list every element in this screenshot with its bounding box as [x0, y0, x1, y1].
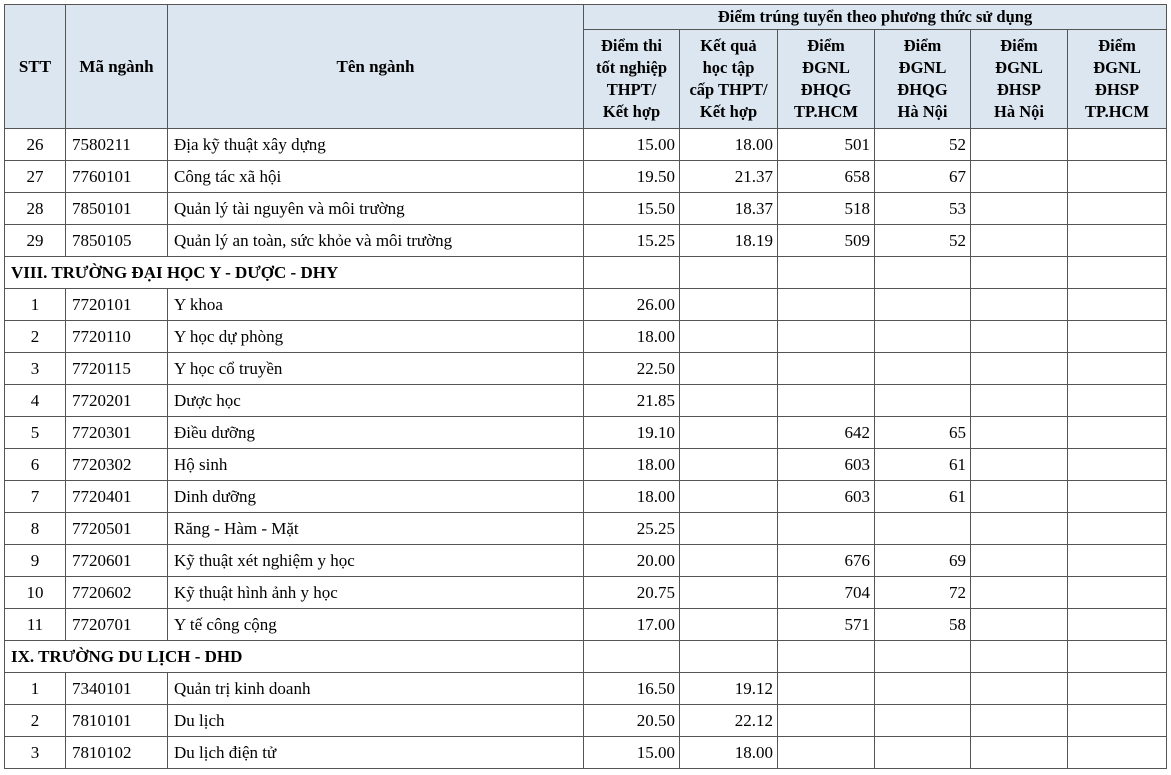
table-row	[5, 737, 1167, 769]
cell-score-method-1: 25.25	[584, 513, 680, 545]
cell-score-method-4	[875, 321, 971, 353]
cell-score-method-4	[875, 705, 971, 737]
cell-code: 7810102	[66, 737, 168, 769]
cell-stt: 9	[5, 545, 66, 577]
col-header-stt: STT	[5, 5, 66, 129]
cell-score-method-6	[1068, 161, 1167, 193]
cell-stt: 28	[5, 193, 66, 225]
empty-cell	[875, 257, 971, 289]
cell-score-method-3: 509	[778, 225, 875, 257]
cell-score-method-2	[680, 417, 778, 449]
col-header-method-line: ĐGNL	[995, 58, 1043, 77]
cell-code: 7850101	[66, 193, 168, 225]
cell-score-method-1: 15.25	[584, 225, 680, 257]
cell-stt: 26	[5, 129, 66, 161]
cell-score-method-5	[971, 545, 1068, 577]
empty-cell	[875, 641, 971, 673]
cell-score-method-1: 17.00	[584, 609, 680, 641]
table-row	[5, 161, 1167, 193]
cell-name: Y tế công cộng	[168, 609, 584, 641]
cell-score-method-3: 518	[778, 193, 875, 225]
cell-score-method-2	[680, 321, 778, 353]
cell-score-method-2	[680, 481, 778, 513]
col-header-method-3	[778, 30, 875, 129]
table-row	[5, 513, 1167, 545]
cell-code: 7720302	[66, 449, 168, 481]
cell-score-method-3: 658	[778, 161, 875, 193]
cell-score-method-3	[778, 353, 875, 385]
cell-score-method-1: 18.00	[584, 321, 680, 353]
cell-score-method-3	[778, 289, 875, 321]
cell-score-method-3: 501	[778, 129, 875, 161]
cell-score-method-4	[875, 513, 971, 545]
cell-score-method-6	[1068, 481, 1167, 513]
empty-cell	[778, 641, 875, 673]
table-row	[5, 577, 1167, 609]
cell-score-method-1: 20.75	[584, 577, 680, 609]
cell-name: Kỹ thuật hình ảnh y học	[168, 577, 584, 609]
empty-cell	[584, 641, 680, 673]
cell-score-method-1: 16.50	[584, 673, 680, 705]
cell-name: Y học dự phòng	[168, 321, 584, 353]
table-row	[5, 225, 1167, 257]
cell-score-method-4: 58	[875, 609, 971, 641]
cell-score-method-1: 15.00	[584, 129, 680, 161]
cell-name: Điều dưỡng	[168, 417, 584, 449]
cell-score-method-5	[971, 161, 1068, 193]
cell-score-method-4: 52	[875, 225, 971, 257]
cell-score-method-5	[971, 609, 1068, 641]
cell-score-method-2	[680, 385, 778, 417]
cell-score-method-6	[1068, 417, 1167, 449]
cell-name: Y khoa	[168, 289, 584, 321]
section-title: IX. TRƯỜNG DU LỊCH - DHD	[5, 641, 584, 673]
cell-score-method-2: 18.19	[680, 225, 778, 257]
col-header-method-5	[971, 30, 1068, 129]
cell-score-method-4: 67	[875, 161, 971, 193]
col-header-method-line: Điểm	[807, 36, 845, 55]
col-header-method-line: cấp THPT/	[689, 80, 768, 99]
cell-code: 7720110	[66, 321, 168, 353]
cell-code: 7810101	[66, 705, 168, 737]
cell-score-method-5	[971, 129, 1068, 161]
cell-score-method-6	[1068, 449, 1167, 481]
col-header-method-line: ĐGNL	[802, 58, 850, 77]
cell-score-method-4: 53	[875, 193, 971, 225]
cell-stt: 5	[5, 417, 66, 449]
cell-score-method-6	[1068, 545, 1167, 577]
cell-score-method-6	[1068, 353, 1167, 385]
section-title: VIII. TRƯỜNG ĐẠI HỌC Y - DƯỢC - DHY	[5, 257, 584, 289]
table-row	[5, 385, 1167, 417]
cell-stt: 1	[5, 289, 66, 321]
cell-score-method-6	[1068, 289, 1167, 321]
cell-code: 7720501	[66, 513, 168, 545]
cell-score-method-4: 65	[875, 417, 971, 449]
cell-score-method-3	[778, 513, 875, 545]
cell-score-method-4	[875, 673, 971, 705]
cell-score-method-5	[971, 193, 1068, 225]
cell-score-method-6	[1068, 737, 1167, 769]
cell-stt: 29	[5, 225, 66, 257]
empty-cell	[680, 641, 778, 673]
cell-score-method-4	[875, 737, 971, 769]
col-header-method-4	[875, 30, 971, 129]
cell-score-method-5	[971, 353, 1068, 385]
cell-score-method-1: 26.00	[584, 289, 680, 321]
cell-score-method-3: 642	[778, 417, 875, 449]
empty-cell	[971, 641, 1068, 673]
cell-stt: 4	[5, 385, 66, 417]
cell-score-method-3: 603	[778, 481, 875, 513]
table-row	[5, 417, 1167, 449]
cell-score-method-2	[680, 289, 778, 321]
col-header-method-line: Điểm	[1000, 36, 1038, 55]
cell-score-method-4	[875, 385, 971, 417]
empty-cell	[584, 257, 680, 289]
cell-score-method-6	[1068, 225, 1167, 257]
cell-code: 7340101	[66, 673, 168, 705]
col-header-code: Mã ngành	[66, 5, 168, 129]
cell-score-method-5	[971, 513, 1068, 545]
cell-score-method-6	[1068, 129, 1167, 161]
cell-code: 7720401	[66, 481, 168, 513]
table-row	[5, 449, 1167, 481]
table-row	[5, 545, 1167, 577]
empty-cell	[680, 257, 778, 289]
table-row	[5, 353, 1167, 385]
cell-score-method-4	[875, 289, 971, 321]
cell-score-method-3	[778, 737, 875, 769]
empty-cell	[1068, 641, 1167, 673]
cell-stt: 7	[5, 481, 66, 513]
cell-score-method-1: 19.10	[584, 417, 680, 449]
cell-score-method-2: 21.37	[680, 161, 778, 193]
col-header-method-1	[584, 30, 680, 129]
col-header-method-line: TP.HCM	[1085, 102, 1150, 121]
cell-name: Quản trị kinh doanh	[168, 673, 584, 705]
col-header-method-line: ĐGNL	[898, 58, 947, 77]
col-header-method-line: Điểm	[1098, 36, 1136, 55]
cell-score-method-2	[680, 353, 778, 385]
col-header-method-line: Kết hợp	[699, 102, 758, 121]
cell-score-method-1: 19.50	[584, 161, 680, 193]
cell-code: 7720601	[66, 545, 168, 577]
cell-score-method-6	[1068, 577, 1167, 609]
cell-score-method-1: 18.00	[584, 481, 680, 513]
cell-score-method-2: 18.37	[680, 193, 778, 225]
cell-score-method-4	[875, 353, 971, 385]
cell-score-method-5	[971, 289, 1068, 321]
cell-score-method-5	[971, 449, 1068, 481]
cell-name: Địa kỹ thuật xây dựng	[168, 129, 584, 161]
cell-stt: 2	[5, 705, 66, 737]
cell-score-method-1: 21.85	[584, 385, 680, 417]
col-header-method-line: tốt nghiệp	[595, 58, 668, 77]
cell-name: Quản lý tài nguyên và môi trường	[168, 193, 584, 225]
cell-stt: 3	[5, 353, 66, 385]
cell-score-method-3	[778, 705, 875, 737]
cell-score-method-1: 18.00	[584, 449, 680, 481]
col-header-method-line: Hà Nội	[994, 102, 1044, 121]
cell-score-method-5	[971, 705, 1068, 737]
col-header-method-line: ĐHSP	[996, 80, 1041, 99]
cell-stt: 1	[5, 673, 66, 705]
col-header-method-line: Kết hợp	[602, 102, 661, 121]
col-header-method-line: Điểm	[903, 36, 942, 55]
col-header-method-line: Kết quả	[700, 36, 757, 55]
empty-cell	[971, 257, 1068, 289]
cell-name: Hộ sinh	[168, 449, 584, 481]
col-header-method-line: TP.HCM	[793, 102, 859, 121]
section-row	[5, 641, 1167, 673]
cell-score-method-5	[971, 385, 1068, 417]
cell-score-method-1: 15.50	[584, 193, 680, 225]
cell-stt: 11	[5, 609, 66, 641]
cell-code: 7580211	[66, 129, 168, 161]
cell-name: Y học cổ truyền	[168, 353, 584, 385]
cell-score-method-6	[1068, 673, 1167, 705]
col-header-method-2	[680, 30, 778, 129]
table-row	[5, 321, 1167, 353]
cell-stt: 27	[5, 161, 66, 193]
cell-score-method-4: 69	[875, 545, 971, 577]
cell-score-method-2: 18.00	[680, 129, 778, 161]
cell-score-method-6	[1068, 193, 1167, 225]
cell-score-method-1: 20.00	[584, 545, 680, 577]
cell-score-method-4: 52	[875, 129, 971, 161]
cell-score-method-3: 704	[778, 577, 875, 609]
empty-cell	[778, 257, 875, 289]
cell-score-method-5	[971, 577, 1068, 609]
cell-score-method-3: 676	[778, 545, 875, 577]
cell-stt: 8	[5, 513, 66, 545]
cell-score-method-5	[971, 737, 1068, 769]
cell-score-method-6	[1068, 321, 1167, 353]
col-header-method-line: ĐGNL	[1093, 58, 1141, 77]
cell-score-method-1: 15.00	[584, 737, 680, 769]
admission-scores-table	[4, 4, 1167, 769]
table-row	[5, 705, 1167, 737]
cell-score-method-2	[680, 545, 778, 577]
cell-score-method-1: 22.50	[584, 353, 680, 385]
col-header-method-line: học tập	[702, 58, 755, 77]
cell-score-method-3: 571	[778, 609, 875, 641]
col-header-name: Tên ngành	[168, 5, 584, 129]
cell-code: 7720701	[66, 609, 168, 641]
col-header-method-line: Điểm thi	[601, 36, 662, 55]
cell-score-method-2: 18.00	[680, 737, 778, 769]
cell-score-method-1: 20.50	[584, 705, 680, 737]
cell-score-method-5	[971, 321, 1068, 353]
cell-stt: 2	[5, 321, 66, 353]
cell-score-method-4: 61	[875, 481, 971, 513]
table-row	[5, 673, 1167, 705]
cell-code: 7720602	[66, 577, 168, 609]
cell-score-method-6	[1068, 609, 1167, 641]
col-header-method-line: ĐHSP	[1095, 80, 1140, 99]
cell-name: Răng - Hàm - Mặt	[168, 513, 584, 545]
cell-name: Kỹ thuật xét nghiệm y học	[168, 545, 584, 577]
col-header-method-line: ĐHQG	[897, 80, 948, 99]
cell-name: Du lịch	[168, 705, 584, 737]
cell-score-method-5	[971, 481, 1068, 513]
col-header-method-6	[1068, 30, 1167, 129]
cell-code: 7850105	[66, 225, 168, 257]
cell-code: 7720201	[66, 385, 168, 417]
cell-code: 7720101	[66, 289, 168, 321]
cell-code: 7720301	[66, 417, 168, 449]
cell-score-method-6	[1068, 705, 1167, 737]
cell-score-method-4: 61	[875, 449, 971, 481]
table-row	[5, 129, 1167, 161]
cell-score-method-5	[971, 673, 1068, 705]
col-header-method-line: Hà Nội	[897, 102, 948, 121]
table-row	[5, 481, 1167, 513]
table-row	[5, 289, 1167, 321]
table-row	[5, 193, 1167, 225]
cell-score-method-2	[680, 449, 778, 481]
cell-score-method-5	[971, 417, 1068, 449]
col-header-method-line: ĐHQG	[800, 80, 852, 99]
cell-score-method-2: 19.12	[680, 673, 778, 705]
col-header-group: Điểm trúng tuyển theo phương thức sử dụng	[584, 5, 1167, 30]
cell-name: Dược học	[168, 385, 584, 417]
cell-score-method-6	[1068, 513, 1167, 545]
cell-name: Quản lý an toàn, sức khỏe và môi trường	[168, 225, 584, 257]
table-row	[5, 609, 1167, 641]
cell-score-method-2	[680, 577, 778, 609]
cell-score-method-3: 603	[778, 449, 875, 481]
empty-cell	[1068, 257, 1167, 289]
cell-score-method-2	[680, 513, 778, 545]
cell-score-method-3	[778, 385, 875, 417]
col-header-method-line: THPT/	[606, 80, 657, 99]
cell-score-method-5	[971, 225, 1068, 257]
cell-stt: 3	[5, 737, 66, 769]
cell-stt: 10	[5, 577, 66, 609]
cell-score-method-2: 22.12	[680, 705, 778, 737]
cell-score-method-3	[778, 321, 875, 353]
cell-score-method-4: 72	[875, 577, 971, 609]
cell-score-method-2	[680, 609, 778, 641]
cell-name: Dinh dưỡng	[168, 481, 584, 513]
cell-score-method-6	[1068, 385, 1167, 417]
cell-name: Công tác xã hội	[168, 161, 584, 193]
cell-stt: 6	[5, 449, 66, 481]
cell-code: 7760101	[66, 161, 168, 193]
cell-score-method-3	[778, 673, 875, 705]
section-row	[5, 257, 1167, 289]
cell-code: 7720115	[66, 353, 168, 385]
cell-name: Du lịch điện tử	[168, 737, 584, 769]
